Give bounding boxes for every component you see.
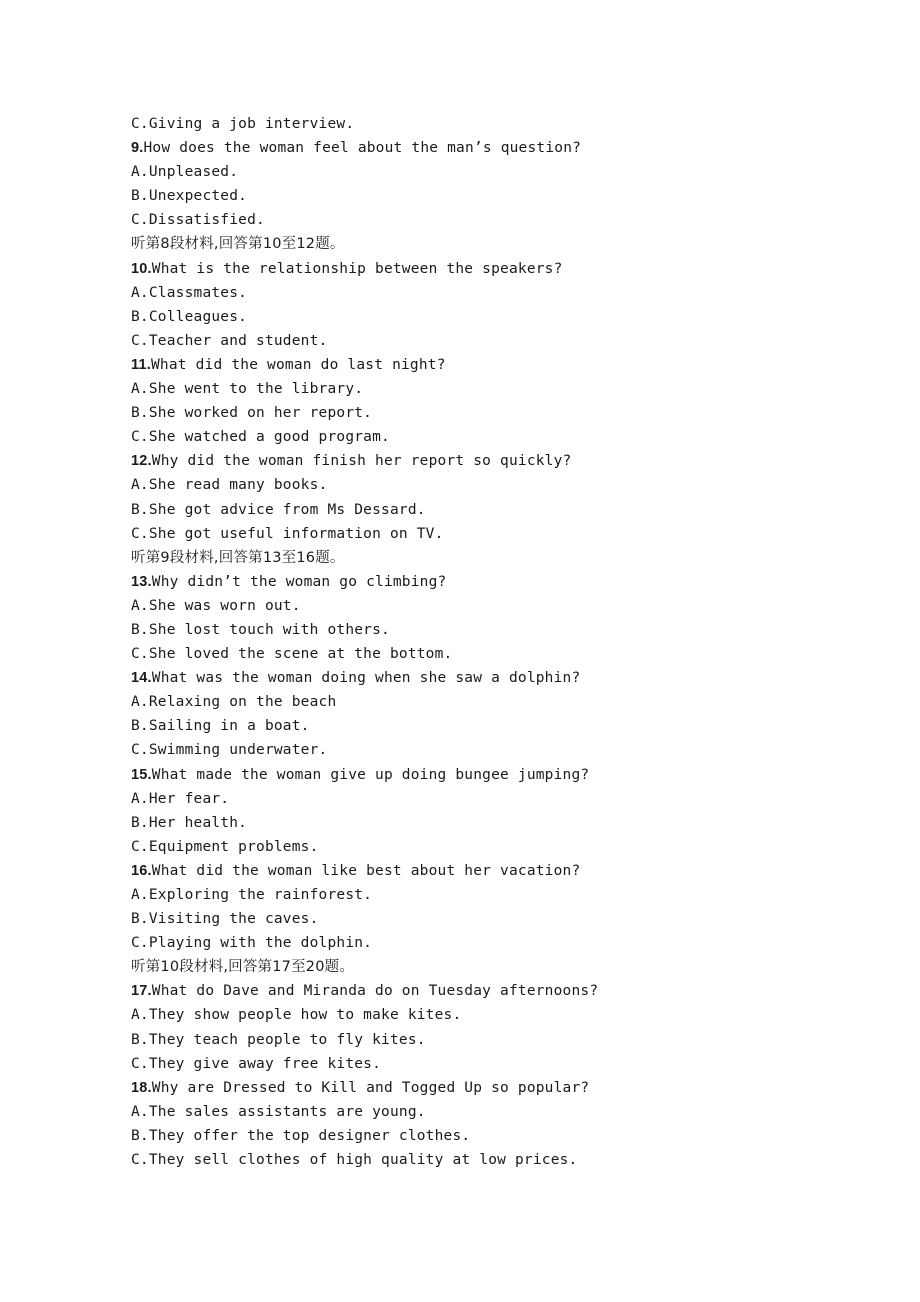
- question-text: What made the woman give up doing bungee jumping?: [151, 766, 590, 783]
- question-text: What is the relationship between the speakers?: [151, 260, 563, 277]
- answer-option-text: B.Her health.: [131, 814, 248, 831]
- answer-option: [131, 690, 831, 714]
- document-body: [131, 112, 831, 1172]
- question-line: [131, 1076, 831, 1100]
- question-text: How does the woman feel about the man’s question?: [143, 140, 582, 157]
- answer-option: [131, 642, 831, 666]
- question-text: Why are Dressed to Kill and Togged Up so popular?: [151, 1079, 590, 1096]
- section-instruction-text: 听第10段材料,回答第17至20题。: [131, 959, 355, 976]
- question-text: Why did the woman finish her report so quickly?: [151, 453, 572, 470]
- answer-option-text: A.Her fear.: [131, 790, 230, 807]
- answer-option: [131, 907, 831, 931]
- question-number: 13.: [131, 573, 152, 590]
- answer-option-text: A.She went to the library.: [131, 381, 364, 398]
- question-line: [131, 449, 831, 473]
- answer-option: [131, 738, 831, 762]
- question-text: What did the woman do last night?: [150, 356, 446, 373]
- answer-option: [131, 1148, 831, 1172]
- answer-option: [131, 425, 831, 449]
- answer-option-text: B.She got advice from Ms Dessard.: [131, 501, 426, 518]
- answer-option-text: C.Equipment problems.: [131, 838, 319, 855]
- answer-option-text: B.They teach people to fly kites.: [131, 1031, 426, 1048]
- answer-option: [131, 401, 831, 425]
- answer-option-text: B.Colleagues.: [131, 308, 248, 325]
- answer-option-text: C.She loved the scene at the bottom.: [131, 646, 453, 663]
- question-number: 9.: [131, 140, 144, 157]
- answer-option: [131, 208, 831, 232]
- question-number: 15.: [131, 766, 152, 783]
- answer-option: [131, 714, 831, 738]
- answer-option-text: A.She read many books.: [131, 477, 328, 494]
- answer-option: [131, 931, 831, 955]
- answer-option: [131, 1052, 831, 1076]
- question-number: 17.: [131, 983, 152, 1000]
- answer-option-text: A.Unpleased.: [131, 164, 239, 181]
- answer-option-text: C.Playing with the dolphin.: [131, 935, 373, 952]
- question-line: [131, 666, 831, 690]
- question-number: 16.: [131, 862, 152, 879]
- section-instruction-text: 听第9段材料,回答第13至16题。: [131, 549, 345, 566]
- answer-option: [131, 787, 831, 811]
- section-instruction: [131, 955, 831, 979]
- answer-option: [131, 835, 831, 859]
- answer-option: [131, 618, 831, 642]
- answer-option: [131, 1028, 831, 1052]
- section-instruction: [131, 232, 831, 256]
- question-line: [131, 136, 831, 160]
- answer-option-text: C.They sell clothes of high quality at low prices.: [131, 1152, 578, 1169]
- answer-option: [131, 305, 831, 329]
- answer-option-text: B.She lost touch with others.: [131, 621, 390, 638]
- answer-option-text: C.Teacher and student.: [131, 332, 328, 349]
- answer-option: [131, 329, 831, 353]
- answer-option-text: B.Visiting the caves.: [131, 911, 319, 928]
- answer-option-text: A.They show people how to make kites.: [131, 1007, 462, 1024]
- question-line: [131, 859, 831, 883]
- question-number: 18.: [131, 1079, 152, 1096]
- answer-option-text: C.They give away free kites.: [131, 1055, 382, 1072]
- question-number: 10.: [131, 260, 152, 277]
- answer-option: [131, 473, 831, 497]
- answer-option: [131, 498, 831, 522]
- answer-option: [131, 112, 831, 136]
- answer-option-text: A.Relaxing on the beach: [131, 694, 337, 711]
- answer-option: [131, 1124, 831, 1148]
- answer-option: [131, 281, 831, 305]
- question-number: 12.: [131, 453, 152, 470]
- question-number: 11.: [131, 356, 151, 373]
- answer-option-text: A.She was worn out.: [131, 597, 301, 614]
- answer-option: [131, 184, 831, 208]
- question-text: What was the woman doing when she saw a dolphin?: [151, 670, 581, 687]
- answer-option-text: B.Unexpected.: [131, 188, 248, 205]
- answer-option: [131, 1100, 831, 1124]
- answer-option-text: C.She got useful information on TV.: [131, 525, 444, 542]
- answer-option: [131, 883, 831, 907]
- answer-option-text: B.Sailing in a boat.: [131, 718, 310, 735]
- question-line: [131, 570, 831, 594]
- question-text: What did the woman like best about her vacation?: [151, 862, 581, 879]
- answer-option-text: C.Dissatisfied.: [131, 212, 265, 229]
- question-text: What do Dave and Miranda do on Tuesday afternoons?: [151, 983, 599, 1000]
- answer-option: [131, 1003, 831, 1027]
- answer-option: [131, 594, 831, 618]
- answer-option: [131, 522, 831, 546]
- section-instruction-text: 听第8段材料,回答第10至12题。: [131, 236, 345, 253]
- answer-option: [131, 160, 831, 184]
- answer-option-text: C.Giving a job interview.: [131, 116, 355, 132]
- answer-option-text: C.She watched a good program.: [131, 429, 390, 446]
- section-instruction: [131, 546, 831, 570]
- answer-option-text: A.Classmates.: [131, 284, 248, 301]
- answer-option: [131, 377, 831, 401]
- question-line: [131, 763, 831, 787]
- answer-option-text: C.Swimming underwater.: [131, 742, 328, 759]
- answer-option-text: A.The sales assistants are young.: [131, 1103, 426, 1120]
- answer-option-text: B.They offer the top designer clothes.: [131, 1127, 471, 1144]
- question-text: Why didn’t the woman go climbing?: [151, 573, 447, 590]
- question-line: [131, 257, 831, 281]
- question-line: [131, 353, 831, 377]
- answer-option-text: B.She worked on her report.: [131, 405, 373, 422]
- question-number: 14.: [131, 670, 152, 687]
- answer-option: [131, 811, 831, 835]
- question-line: [131, 979, 831, 1003]
- answer-option-text: A.Exploring the rainforest.: [131, 887, 373, 903]
